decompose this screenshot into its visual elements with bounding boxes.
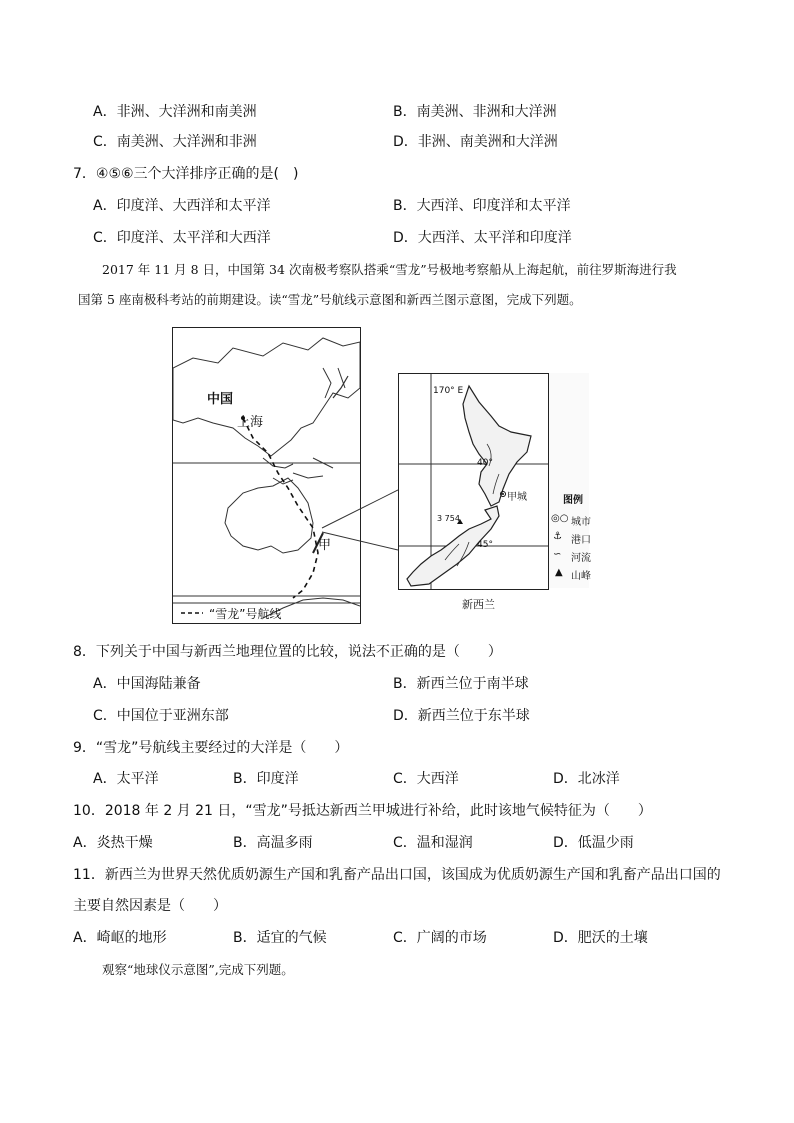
q8-stem: 8．下列关于中国与新西兰地理位置的比较，说法不正确的是（ ） [73, 644, 502, 660]
q11-option-c: C．广阔的市场 [393, 930, 487, 946]
connector-lines [318, 470, 398, 590]
q8-option-c: C．中国位于亚洲东部 [93, 708, 229, 724]
new-zealand-drawing [399, 374, 548, 589]
q11-stem-line-1: 11．新西兰为世界天然优质奶源生产国和乳畜产品出口国，该国成为优质奶源生产国和乳畜产品出口国的 [73, 867, 721, 883]
new-zealand-map [398, 373, 549, 590]
q10-option-d: D．低温少雨 [553, 835, 634, 851]
q6-option-b: B．南美洲、非洲和大洋洲 [393, 104, 557, 120]
q9-option-d: D．北冰洋 [553, 771, 620, 787]
q7-option-d: D．大西洋、太平洋和印度洋 [393, 230, 572, 246]
river-icon: ∽ [553, 549, 562, 560]
q6-option-c: C．南美洲、大洋洲和非洲 [93, 134, 257, 150]
jia-city-label: 甲城 [507, 492, 527, 503]
legend-port: 港口 [571, 535, 591, 546]
final-instruction: 观察“地球仪示意图”,完成下列题。 [102, 962, 294, 977]
q9-option-c: C．大西洋 [393, 771, 459, 787]
q11-option-a: A．崎岖的地形 [73, 930, 167, 946]
q7-stem: 7．④⑤⑥三个大洋排序正确的是( ) [73, 166, 299, 182]
new-zealand-caption: 新西兰 [462, 598, 495, 611]
map-legend [549, 373, 589, 588]
q8-option-b: B．新西兰位于南半球 [393, 676, 529, 692]
q10-option-a: A．炎热干燥 [73, 835, 153, 851]
route-legend-label: “雪龙”号航线 [209, 607, 282, 621]
q10-stem: 10．2018 年 2 月 21 日，“雪龙”号抵达新西兰甲城进行补给，此时该地气候特征为（ ） [73, 803, 652, 819]
legend-peak: 山峰 [571, 571, 591, 582]
q8-option-d: D．新西兰位于东半球 [393, 708, 530, 724]
legend-city: 城市 [571, 517, 591, 528]
q9-option-b: B．印度洋 [233, 771, 299, 787]
q11-stem-line-2: 主要自然因素是（ ） [73, 898, 227, 914]
city-icon: ◎○ [551, 513, 569, 524]
shanghai-label: 上海 [237, 415, 264, 430]
latitude-40-label: 40° [477, 458, 493, 468]
legend-river: 河流 [571, 553, 591, 564]
legend-title: 图例 [563, 495, 583, 506]
q11-option-d: D．肥沃的土壤 [553, 930, 648, 946]
longitude-170-label: 170° E [433, 386, 464, 396]
passage-line-2: 国第 5 座南极科考站的前期建设。读“雪龙”号航线示意图和新西兰图示意图，完成下列题。 [78, 292, 582, 307]
q9-stem: 9．“雪龙”号航线主要经过的大洋是（ ） [73, 740, 349, 756]
china-label: 中国 [207, 392, 234, 407]
q8-option-a: A．中国海陆兼备 [93, 676, 201, 692]
q7-option-b: B．大西洋、印度洋和太平洋 [393, 198, 571, 214]
q10-option-b: B．高温多雨 [233, 835, 313, 851]
q10-option-c: C．温和湿润 [393, 835, 473, 851]
passage-line-1: 2017 年 11 月 8 日，中国第 34 次南极考察队搭乘“雪龙”号极地考察船从上海起航，前往罗斯海进行我 [102, 262, 677, 277]
jia-label: 甲 [318, 538, 332, 553]
q9-option-a: A．太平洋 [93, 771, 159, 787]
q7-option-c: C．印度洋、太平洋和大西洋 [93, 230, 271, 246]
latitude-45-label: 45° [477, 540, 493, 550]
q6-option-d: D．非洲、南美洲和大洋洲 [393, 134, 558, 150]
q6-option-a: A．非洲、大洋洲和南美洲 [93, 104, 257, 120]
peak-elevation-label: 3 754 [437, 514, 460, 523]
port-icon: ⚓ [553, 531, 562, 542]
q11-option-b: B．适宜的气候 [233, 930, 327, 946]
q7-option-a: A．印度洋、大西洋和太平洋 [93, 198, 271, 214]
peak-icon: ▲ [555, 567, 563, 578]
